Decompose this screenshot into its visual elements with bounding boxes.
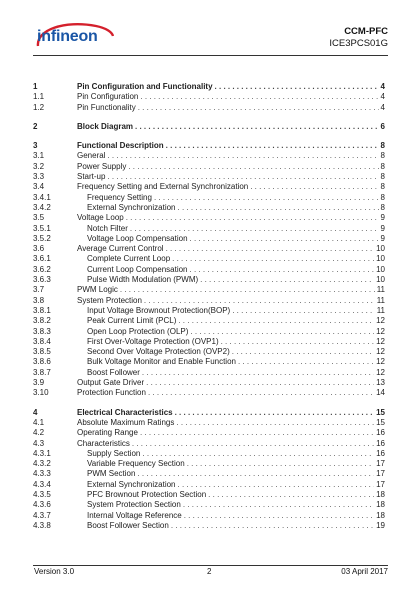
- toc-entry-page: 4: [380, 82, 385, 91]
- toc-dot-leader: [215, 82, 379, 92]
- toc-entry-title: External Synchronization: [87, 479, 176, 489]
- toc-entry[interactable]: [33, 254, 385, 264]
- toc-entry-page: 11: [376, 305, 385, 315]
- toc-dot-leader: [171, 521, 374, 531]
- toc-entry-title: Functional Description: [77, 141, 164, 151]
- toc-entry[interactable]: [33, 316, 385, 326]
- toc-dot-leader: [190, 327, 374, 337]
- toc-dot-leader: [120, 285, 375, 295]
- toc-entry-title: Pulse Width Modulation (PWM): [87, 275, 199, 285]
- toc-entry-page: 12: [376, 316, 385, 326]
- document-part-number: ICE3PCS01G: [329, 38, 388, 49]
- toc-entry-title: Supply Section: [87, 448, 141, 458]
- toc-entry[interactable]: [33, 449, 385, 459]
- toc-dot-leader: [140, 428, 374, 438]
- toc-entry-number: 3.8.6: [33, 357, 51, 367]
- toc-entry[interactable]: [33, 347, 385, 357]
- toc-entry-number: 4.3.7: [33, 510, 51, 520]
- toc-entry-number: 3.1: [33, 151, 45, 161]
- toc-entry-number: 3.8: [33, 295, 45, 305]
- toc-entry[interactable]: [33, 224, 385, 234]
- toc-dot-leader: [172, 254, 374, 264]
- toc-entry[interactable]: [33, 265, 385, 275]
- toc-entry[interactable]: [33, 103, 385, 113]
- toc-entry-number: 3.4.1: [33, 192, 51, 202]
- toc-dot-leader: [178, 316, 374, 326]
- footer-page-number: 2: [207, 567, 212, 576]
- toc-entry[interactable]: [33, 500, 385, 510]
- toc-entry-page: 14: [376, 388, 385, 398]
- toc-dot-leader: [142, 449, 374, 459]
- toc-dot-leader: [166, 244, 375, 254]
- toc-entry-page: 9: [380, 213, 385, 223]
- toc-entry[interactable]: [33, 296, 385, 306]
- footer-version: Version 3.0: [34, 567, 75, 576]
- toc-entry-number: 3.8.7: [33, 367, 51, 377]
- toc-entry-number: 4.3.5: [33, 489, 51, 499]
- toc-entry-title: System Protection: [77, 295, 142, 305]
- toc-entry-number: 1.2: [33, 102, 45, 112]
- toc-entry-number: 3: [33, 141, 38, 151]
- toc-entry-number: 3.2: [33, 161, 45, 171]
- toc-entry-page: 10: [376, 275, 385, 285]
- toc-entry-number: 4.3.8: [33, 520, 51, 530]
- toc-entry-page: 10: [376, 264, 385, 274]
- toc-entry[interactable]: [33, 285, 385, 295]
- toc-entry-title: Characteristics: [77, 438, 130, 448]
- toc-entry-title: Pin Configuration and Functionality: [77, 82, 213, 91]
- toc-dot-leader: [140, 92, 378, 102]
- toc-dot-leader: [190, 234, 379, 244]
- toc-entry-title: Average Current Control: [77, 244, 164, 254]
- toc-entry[interactable]: [33, 182, 385, 192]
- toc-entry[interactable]: [33, 275, 385, 285]
- toc-entry-number: 2: [33, 121, 38, 131]
- toc-entry-title: First Over-Voltage Protection (OVP1): [87, 336, 219, 346]
- toc-entry-page: 12: [376, 347, 385, 357]
- toc-entry-page: 10: [376, 244, 385, 254]
- toc-entry[interactable]: [33, 203, 385, 213]
- toc-dot-leader: [130, 224, 379, 234]
- toc-entry-number: 3.5.1: [33, 223, 51, 233]
- toc-entry[interactable]: [33, 521, 385, 531]
- toc-entry-number: 1.1: [33, 92, 45, 102]
- toc-entry-page: 12: [376, 357, 385, 367]
- toc-entry[interactable]: [33, 439, 385, 449]
- toc-entry-title: Frequency Setting and External Synchronization: [77, 182, 249, 192]
- toc-entry-title: Absolute Maximum Ratings: [77, 417, 175, 427]
- toc-dot-leader: [183, 500, 374, 510]
- toc-entry-title: Current Loop Compensation: [87, 264, 188, 274]
- toc-dot-leader: [190, 265, 375, 275]
- toc-entry-page: 15: [376, 417, 385, 427]
- toc-entry-number: 4.2: [33, 428, 45, 438]
- toc-entry-page: 4: [380, 102, 385, 112]
- toc-entry[interactable]: [33, 490, 385, 500]
- toc-entry-title: Boost Follower Section: [87, 520, 169, 530]
- toc-entry[interactable]: [33, 306, 385, 316]
- toc-entry-title: Open Loop Protection (OLP): [87, 326, 189, 336]
- toc-entry-title: External Synchronization: [87, 202, 176, 212]
- toc-entry-number: 4.3.6: [33, 500, 51, 510]
- toc-entry-page: 16: [376, 448, 385, 458]
- toc-entry-page: 17: [376, 469, 385, 479]
- toc-entry[interactable]: [33, 337, 385, 347]
- toc-entry-page: 12: [376, 367, 385, 377]
- toc-entry[interactable]: [33, 122, 385, 132]
- toc-dot-leader: [137, 469, 374, 479]
- toc-entry-page: 8: [380, 182, 385, 192]
- toc-dot-leader: [107, 172, 378, 182]
- toc-entry-number: 3.4: [33, 182, 45, 192]
- toc-entry[interactable]: [33, 388, 385, 398]
- toc-dot-leader: [107, 151, 378, 161]
- toc-entry-page: 9: [380, 223, 385, 233]
- toc-entry-number: 4.3.2: [33, 459, 51, 469]
- toc-dot-leader: [184, 511, 374, 521]
- toc-dot-leader: [175, 408, 374, 418]
- toc-entry[interactable]: [33, 357, 385, 367]
- toc-entry[interactable]: [33, 428, 385, 438]
- toc-entry-page: 8: [380, 141, 385, 151]
- toc-entry-number: 3.7: [33, 285, 45, 295]
- header-divider: [33, 55, 388, 56]
- toc-dot-leader: [132, 439, 374, 449]
- toc-entry-page: 15: [376, 407, 385, 417]
- toc-entry-number: 3.5: [33, 213, 45, 223]
- toc-entry-number: 1: [33, 82, 38, 91]
- toc-entry[interactable]: [33, 511, 385, 521]
- toc-entry-number: 3.6.2: [33, 264, 51, 274]
- toc-entry-number: 3.6: [33, 244, 45, 254]
- toc-entry-title: Electrical Characteristics: [77, 407, 173, 417]
- toc-entry-title: System Protection Section: [87, 500, 181, 510]
- toc-entry-page: 8: [380, 161, 385, 171]
- toc-entry-title: Bulk Voltage Monitor and Enable Function: [87, 357, 236, 367]
- toc-entry[interactable]: [33, 92, 385, 102]
- toc-entry-title: General: [77, 151, 106, 161]
- toc-entry[interactable]: [33, 151, 385, 161]
- toc-entry-number: 4.3.1: [33, 448, 51, 458]
- toc-entry[interactable]: [33, 469, 385, 479]
- toc-entry[interactable]: [33, 408, 385, 418]
- toc-entry-title: Voltage Loop Compensation: [87, 233, 188, 243]
- toc-entry-page: 8: [380, 202, 385, 212]
- toc-entry-title: Power Supply: [77, 161, 127, 171]
- toc-entry[interactable]: [33, 172, 385, 182]
- toc-entry[interactable]: [33, 480, 385, 490]
- toc-dot-leader: [166, 141, 379, 151]
- toc-entry[interactable]: [33, 162, 385, 172]
- toc-dot-leader: [138, 103, 379, 113]
- toc-entry-number: 3.4.2: [33, 202, 51, 212]
- toc-entry-title: Boost Follower: [87, 367, 140, 377]
- toc-entry-title: Complete Current Loop: [87, 254, 171, 264]
- toc-dot-leader: [126, 213, 379, 223]
- toc-dot-leader: [135, 122, 379, 132]
- toc-dot-leader: [142, 368, 374, 378]
- toc-dot-leader: [250, 182, 378, 192]
- toc-entry-title: Internal Voltage Reference: [87, 510, 182, 520]
- toc-entry-number: 4.3.4: [33, 479, 51, 489]
- toc-dot-leader: [148, 388, 374, 398]
- toc-entry-title: PFC Brownout Protection Section: [87, 489, 207, 499]
- toc-dot-leader: [221, 337, 374, 347]
- toc-dot-leader: [144, 296, 375, 306]
- footer-divider: [33, 565, 388, 566]
- toc-entry-page: 12: [376, 326, 385, 336]
- toc-entry-page: 18: [376, 510, 385, 520]
- logo-text: infineon: [37, 28, 98, 45]
- toc-entry-page: 9: [380, 233, 385, 243]
- toc-dot-leader: [178, 480, 375, 490]
- toc-entry-page: 8: [380, 172, 385, 182]
- toc-entry-page: 18: [376, 500, 385, 510]
- toc-dot-leader: [232, 306, 374, 316]
- toc-entry-title: Pin Functionality: [77, 102, 136, 112]
- toc-entry-number: 3.3: [33, 172, 45, 182]
- toc-dot-leader: [187, 459, 374, 469]
- toc-entry-number: 3.8.2: [33, 316, 51, 326]
- toc-entry-page: 16: [376, 438, 385, 448]
- toc-dot-leader: [200, 275, 374, 285]
- toc-dot-leader: [146, 378, 374, 388]
- toc-dot-leader: [176, 418, 374, 428]
- toc-entry[interactable]: [33, 234, 385, 244]
- toc-entry[interactable]: [33, 213, 385, 223]
- toc-entry-number: 3.8.3: [33, 326, 51, 336]
- toc-entry-title: Start-up: [77, 172, 106, 182]
- toc-entry-page: 11: [376, 295, 385, 305]
- toc-entry[interactable]: [33, 368, 385, 378]
- toc-entry-title: Variable Frequency Section: [87, 459, 185, 469]
- toc-entry-page: 17: [376, 459, 385, 469]
- toc-entry-page: 8: [380, 151, 385, 161]
- toc-entry[interactable]: [33, 418, 385, 428]
- toc-entry-number: 4.3: [33, 438, 45, 448]
- toc-entry-number: 4: [33, 407, 38, 417]
- toc-entry-title: Block Diagram: [77, 121, 134, 131]
- toc-entry-number: 4.3.3: [33, 469, 51, 479]
- toc-entry[interactable]: [33, 141, 385, 151]
- toc-entry-page: 13: [376, 378, 385, 388]
- toc-entry[interactable]: [33, 193, 385, 203]
- document-title: CCM-PFC: [344, 26, 388, 37]
- toc-entry-page: 10: [376, 254, 385, 264]
- toc-entry-title: Output Gate Driver: [77, 378, 145, 388]
- toc-dot-leader: [232, 347, 374, 357]
- toc-entry-title: Peak Current Limit (PCL): [87, 316, 177, 326]
- toc-entry[interactable]: [33, 459, 385, 469]
- toc-entry-number: 4.1: [33, 417, 45, 427]
- toc-entry-page: 17: [376, 479, 385, 489]
- toc-entry[interactable]: [33, 378, 385, 388]
- toc-entry-number: 3.8.1: [33, 305, 51, 315]
- toc-entry-page: 12: [376, 336, 385, 346]
- toc-entry[interactable]: [33, 82, 385, 92]
- toc-entry-title: Notch Filter: [87, 223, 128, 233]
- table-of-contents: [33, 82, 385, 531]
- toc-entry-page: 4: [380, 92, 385, 102]
- toc-entry-title: PWM Section: [87, 469, 136, 479]
- footer-date: 03 April 2017: [341, 567, 388, 576]
- toc-entry-page: 8: [380, 192, 385, 202]
- toc-entry-number: 3.8.5: [33, 347, 51, 357]
- toc-entry-page: 16: [376, 428, 385, 438]
- toc-entry[interactable]: [33, 244, 385, 254]
- toc-entry-number: 3.9: [33, 378, 45, 388]
- toc-entry-title: Voltage Loop: [77, 213, 124, 223]
- toc-entry-number: 3.10: [33, 388, 49, 398]
- toc-entry-page: 11: [376, 285, 385, 295]
- toc-entry-title: PWM Logic: [77, 285, 118, 295]
- toc-entry[interactable]: [33, 327, 385, 337]
- toc-dot-leader: [208, 490, 374, 500]
- toc-dot-leader: [154, 193, 379, 203]
- toc-entry-number: 3.6.3: [33, 275, 51, 285]
- toc-dot-leader: [128, 162, 378, 172]
- infineon-logo: [34, 20, 114, 54]
- toc-entry-number: 3.5.2: [33, 233, 51, 243]
- toc-dot-leader: [178, 203, 379, 213]
- toc-entry-page: 6: [380, 121, 385, 131]
- toc-entry-title: Second Over Voltage Protection (OVP2): [87, 347, 230, 357]
- toc-entry-number: 3.8.4: [33, 336, 51, 346]
- toc-entry-title: Frequency Setting: [87, 192, 152, 202]
- toc-entry-title: Operating Range: [77, 428, 138, 438]
- toc-entry-number: 3.6.1: [33, 254, 51, 264]
- toc-entry-page: 19: [376, 520, 385, 530]
- toc-entry-title: Input Voltage Brownout Protection(BOP): [87, 305, 231, 315]
- toc-entry-title: Pin Configuration: [77, 92, 139, 102]
- toc-entry-title: Protection Function: [77, 388, 146, 398]
- toc-dot-leader: [238, 357, 374, 367]
- toc-entry-page: 18: [376, 489, 385, 499]
